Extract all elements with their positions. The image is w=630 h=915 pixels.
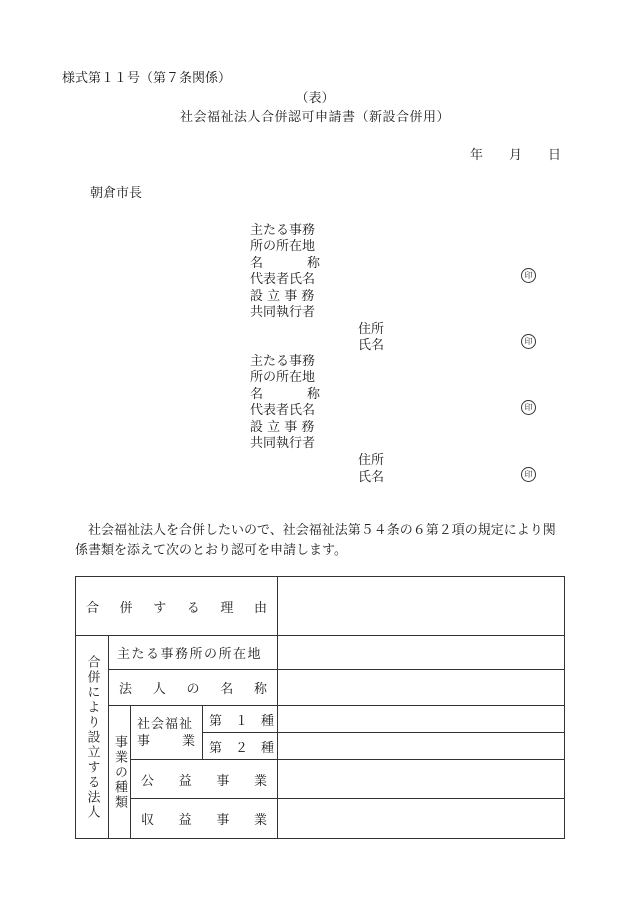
date-day-label: 日 [548,148,562,163]
executor-address-label: 住所 [358,453,385,468]
class2-label: 第 ２ 種 [209,740,275,756]
merger-details-table [75,576,565,839]
class1-field[interactable] [278,706,565,733]
business-types-group-cell [109,706,131,839]
office-location-field[interactable] [278,636,565,670]
name-label-char-a: 名 [250,256,264,271]
class1-label: 第 １ 種 [209,713,275,729]
table-row-welfare-class1 [76,706,565,733]
corporation-name-label: 法 人 の 名 称 [119,682,268,697]
business-types-label: 事業の種類 [112,734,127,810]
table-row-merger-reason [76,577,565,636]
office-location-label-cell [109,636,278,670]
welfare-business-label-cell [131,706,203,760]
corporation-name-label-cell [109,670,278,706]
form-number: 様式第１１号（第７条関係） [62,71,232,86]
representative-name-label: 代表者氏名 [250,403,316,418]
table-row-office-location [76,636,565,670]
office-location-label: 主たる事務所の所在地 [117,647,263,662]
table-row-corporation-name [76,670,565,706]
class2-field[interactable] [278,733,565,760]
establishment-executor-label-line2: 共同執行者 [250,305,316,320]
public-interest-field[interactable] [278,760,565,799]
table-row-public-interest [76,760,565,799]
document-title: 社会福祉法人合併認可申請書（新設合併用） [179,110,450,125]
side-indicator: （表） [295,91,335,106]
representative-name-label: 代表者氏名 [250,272,316,287]
new-corporation-group-cell [76,636,109,839]
executor-address-label: 住所 [358,322,385,337]
office-location-label-line1: 主たる事務 [250,354,316,369]
revenue-field[interactable] [278,799,565,839]
date-year-label: 年 [470,148,484,163]
revenue-label-cell [131,799,278,839]
executor-name-label: 氏名 [358,470,385,485]
class1-label-cell [203,706,278,733]
establishment-executor-label-line2: 共同執行者 [250,436,316,451]
table-row-revenue [76,799,565,839]
merger-reason-label: 合 併 す る 理 由 [86,600,267,616]
office-location-label-line2: 所の所在地 [250,239,316,254]
corporation-name-field[interactable] [278,670,565,706]
office-location-label-line2: 所の所在地 [250,370,316,385]
executor-name-label: 氏名 [358,338,385,353]
welfare-business-label: 社会福祉 事 業 [137,716,195,749]
seal-mark-icon: 印 [521,400,536,415]
merger-reason-label-cell [76,577,278,636]
seal-mark-icon: 印 [521,268,536,283]
establishment-executor-label-line1: 設 立 事 務 [250,289,315,304]
class2-label-cell [203,733,278,760]
name-label-char-a: 名 [250,387,264,402]
date-month-label: 月 [509,148,523,163]
name-label-char-b: 称 [306,387,320,402]
merger-reason-field[interactable] [278,577,565,636]
name-label-char-b: 称 [306,256,320,271]
public-interest-label: 公 益 事 業 [141,773,268,789]
revenue-label: 収 益 事 業 [141,813,268,828]
seal-mark-icon: 印 [521,467,536,482]
office-location-label-line1: 主たる事務 [250,223,316,238]
new-corporation-label: 合併により設立する法人 [84,654,100,820]
establishment-executor-label-line1: 設 立 事 務 [250,420,315,435]
public-interest-label-cell [131,760,278,799]
application-statement: 社会福祉法人を合併したいので、社会福祉法第５４条の６第２項の規定により関係書類を添えて次のとおり認可を申請します。 [75,523,556,558]
addressee: 朝倉市長 [90,186,143,201]
seal-mark-icon: 印 [521,334,536,349]
